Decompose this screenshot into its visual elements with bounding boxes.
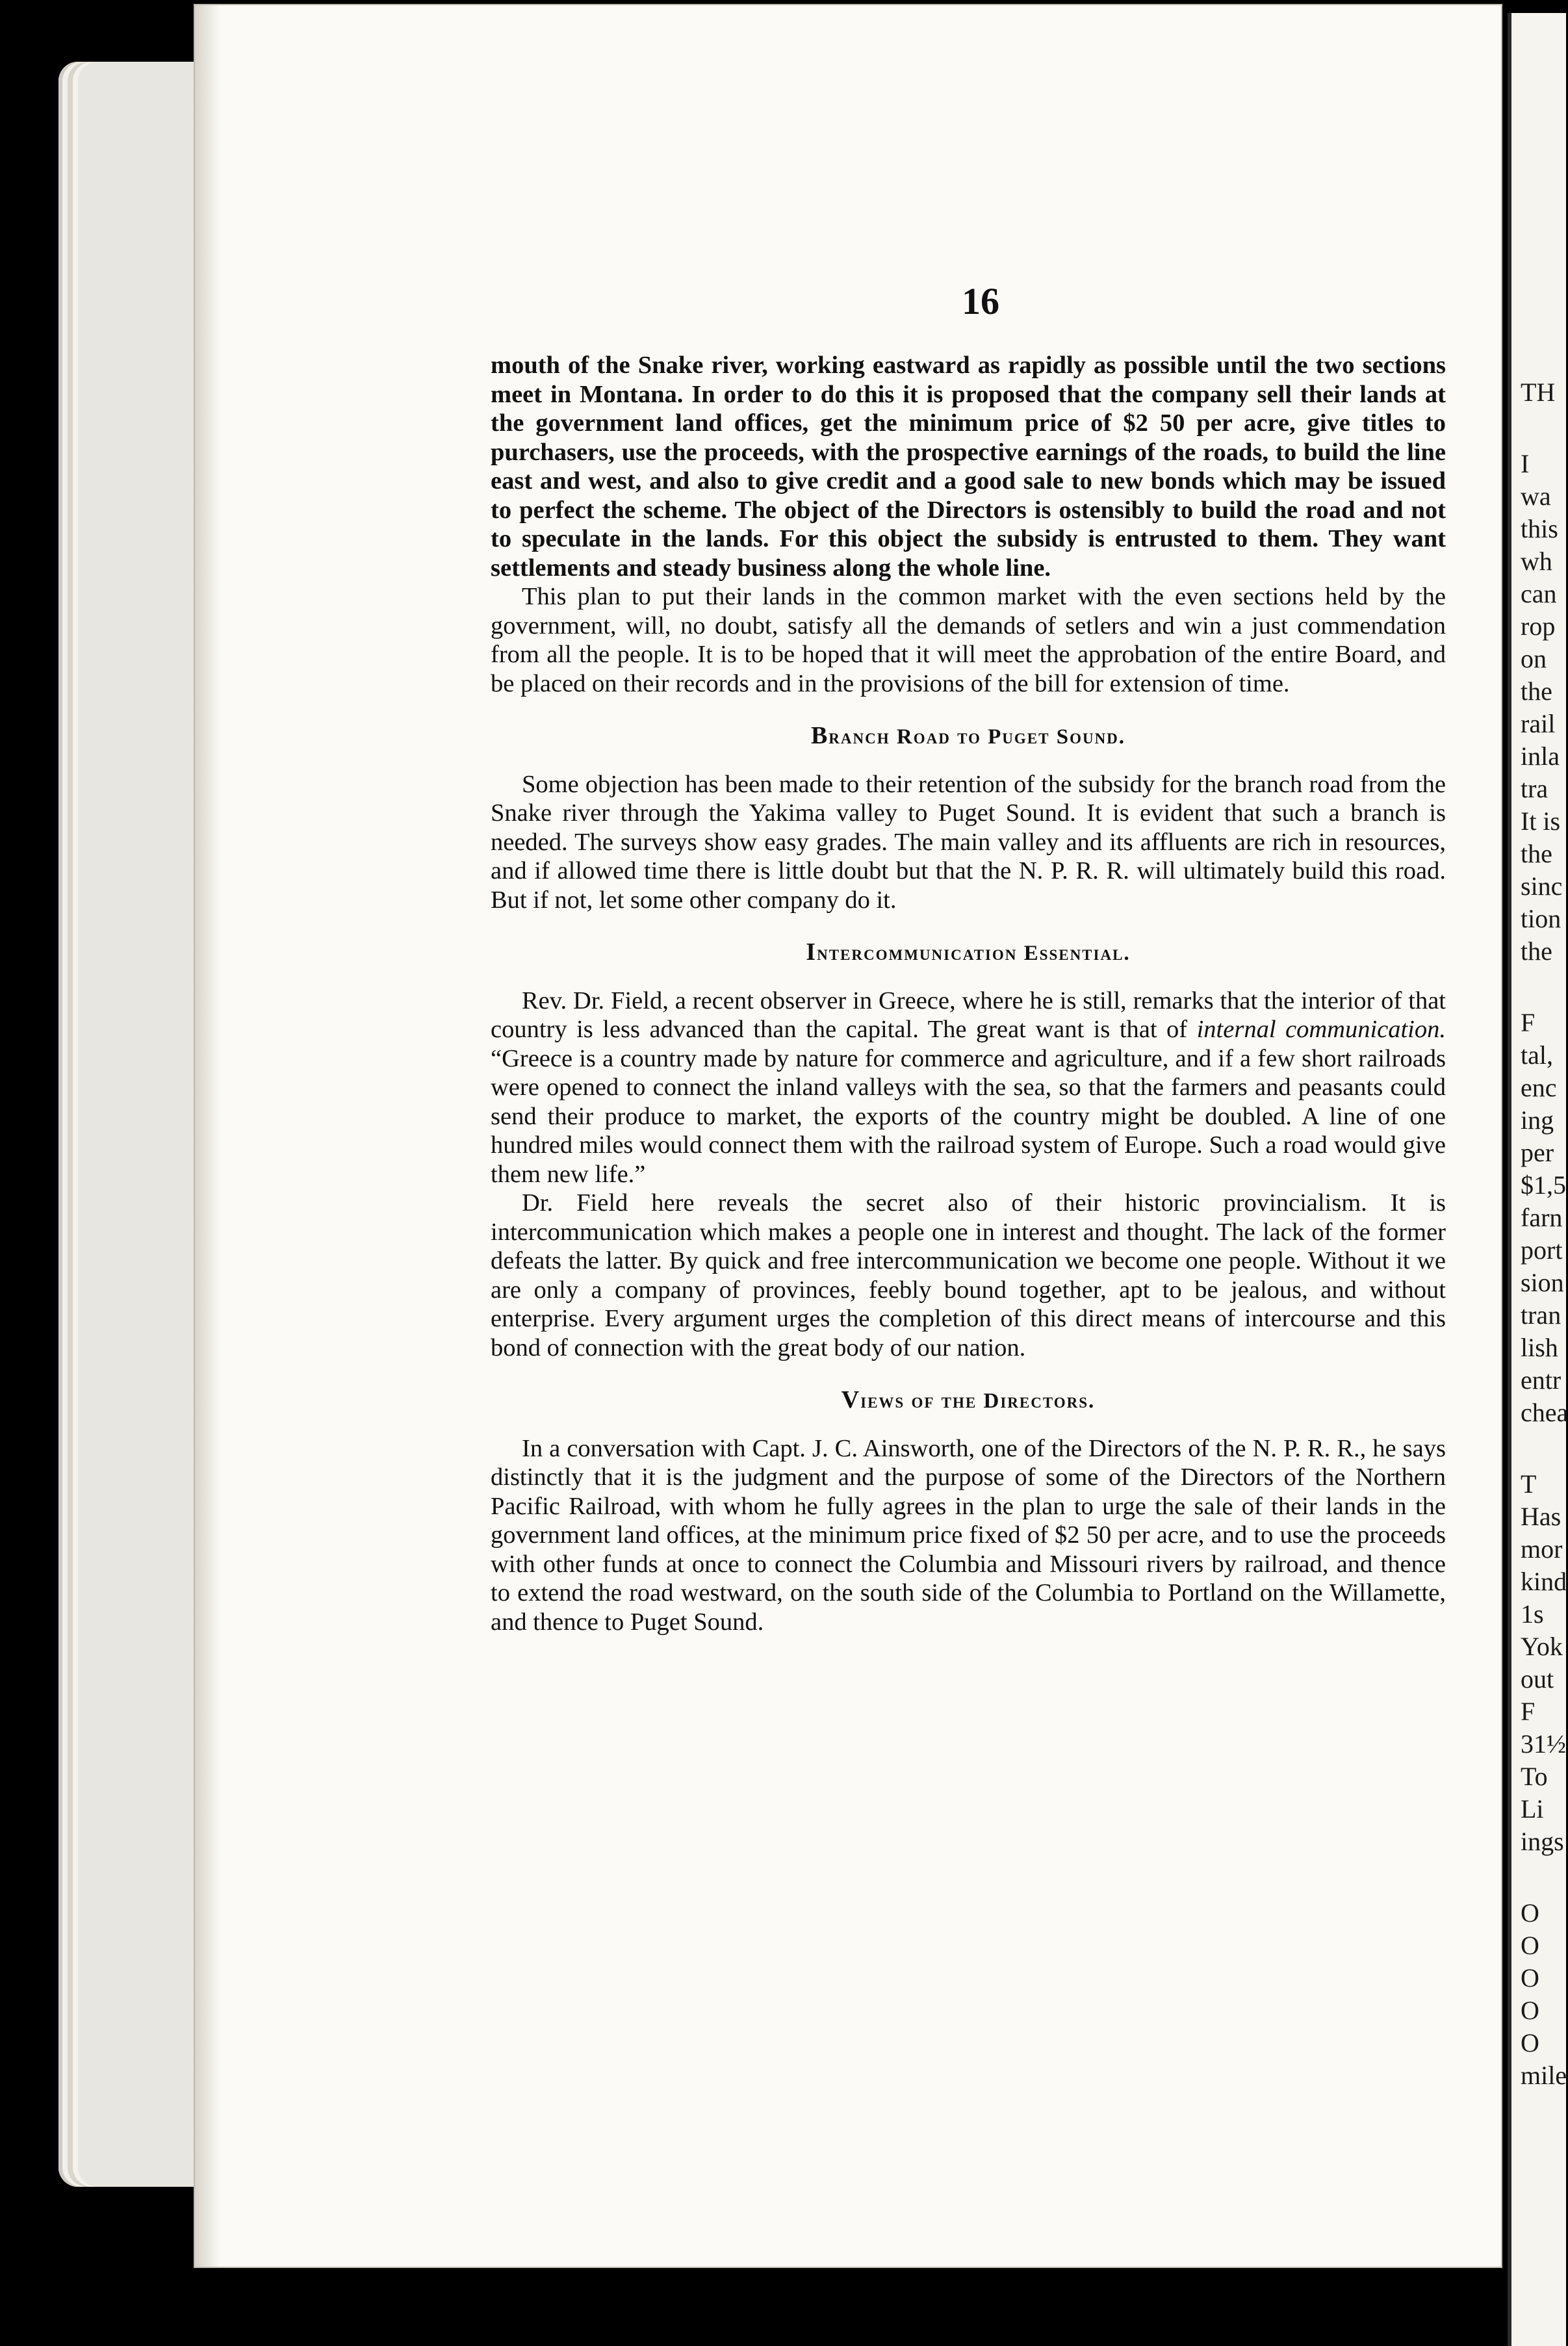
facing-page-text-fragment: farn [1521,1203,1563,1232]
facing-page-text-fragment: 31½ [1521,1729,1566,1759]
facing-page-text-fragment: O [1521,1963,1539,1992]
facing-page-text-fragment: mile [1521,2061,1567,2090]
facing-page-text-fragment: 1s [1521,1599,1544,1629]
facing-page-text-fragment: F [1521,1008,1536,1037]
paragraph-greece [491,986,1446,1189]
facing-page-text-fragment: rail [1521,709,1556,738]
facing-page-text-fragment: Yok [1521,1632,1563,1661]
heading-views-directors: Views of the Directors. [841,1386,1096,1413]
facing-page-text-fragment: I [1521,449,1530,478]
facing-page-text-fragment: O [1521,1898,1539,1927]
facing-page-text-fragment: kind [1521,1567,1567,1596]
facing-page-text-fragment: chea [1521,1398,1568,1427]
facing-page-text-fragment: the [1521,677,1552,706]
heading-intercommunication: Intercommunication Essential. [806,938,1131,966]
paragraph-provincialism: Dr. Field here reveals the secret also of their historic provincialism. It is intercommunication which makes a people one in interest and thought. The lack of the former defeats the latter. By quick and free intercommunication we become one people. Without it we are only a company of provinces, feebly bound together, apt to be jealous, and without enterprise. Every argument urges the completion of this direct means of intercourse and this bond of connection with the great body of our nation. [491,1189,1446,1361]
facing-page-text-fragment: mor [1521,1534,1563,1564]
paragraph-branch-road: Some objection has been made to their retention of the subsidy for the branch road from the Snake river through the Yakima valley to Puget Sound. It is evident that such a branch is needed. The surveys show easy grades. The main valley and its affluents are rich in resources, and if allowed time there is little doubt but that the N. P. R. R. will ultimately build this road. But if not, let some other company do it. [491,770,1446,914]
facing-page-text-fragment: It is [1521,806,1561,836]
gutter-shadow [195,5,221,2267]
paragraph-continuation: mouth of the Snake river, working eastward as rapidly as possible until the two sections meet in Montana. In order to do this it is proposed that the company sell their lands at the government land offices, get the minimum price of $2 50 per acre, give titles to purchasers, use the proceeds, with the prospective earnings of the roads, to build the line east and west, and also to give credit and a good sale to new bonds which may be issued to perfect the scheme. The object of the Directors is ostensibly to build the road and not to speculate in the lands. For this object the subsidy is entrusted to them. They want settlements and steady business along the whole line. [491,352,1446,582]
facing-page-text-fragment: T [1521,1469,1537,1499]
paragraph-plan: This plan to put their lands in the common market with the even sections held by the government, will, no doubt, satisfy all the demands of setlers and win a just commendation from all the people. It is to be hoped that it will meet the approbation of the entire Board, and be placed on their records and in the provisions of the bill for extension of time. [491,583,1446,697]
facing-page-text-fragment: O [1521,1931,1539,1960]
facing-page-text-fragment: on [1521,644,1547,673]
facing-page-text-fragment: Has [1521,1502,1562,1531]
facing-page-fragment [1508,13,1566,2346]
facing-page-text-fragment: ings [1521,1827,1564,1856]
facing-page-text-fragment: lish [1521,1333,1558,1362]
facing-page-text-fragment: O [1521,1996,1539,2025]
page-number: 16 [962,280,999,322]
facing-page-text-fragment: this [1521,514,1558,543]
facing-page-text-fragment: entr [1521,1365,1562,1395]
facing-page-text-fragment: port [1521,1235,1563,1265]
paragraph-greece-start: Rev. Dr. Field, a recent observer in Greece, where he is still, remarks that the interior of that country is less advanced than the capital. The great want is that of [491,986,1446,1043]
heading-branch-road: Branch Road to Puget Sound. [810,722,1126,749]
facing-page-text-fragment: F [1521,1697,1536,1726]
facing-page-text-fragment: wa [1521,482,1551,511]
facing-page-text-fragment: ing [1521,1105,1554,1135]
facing-page-text-fragment: can [1521,579,1557,608]
facing-page-text-fragment: the [1521,839,1552,868]
facing-page-text-fragment: rop [1521,612,1556,641]
facing-page-text-fragment: TH [1521,378,1556,407]
paragraph-ainsworth: In a conversation with Capt. J. C. Ainsworth, one of the Directors of the N. P. R. R., he says distinctly that it is the judgment and the purpose of some of the Directors of the Northern Pacific Railroad, with whom he fully agrees in the plan to urge the sale of their lands in the government land offices, at the minimum price fixed of $2 50 per acre, and to use the proceeds with other funds at once to connect the Columbia and Missouri rivers by railroad, and thence to extend the road westward, on the south side of the Columbia to Portland on the Willamette, and thence to Puget Sound. [491,1434,1446,1636]
italic-phrase: internal communication. [1196,1016,1446,1043]
facing-page-text-fragment: sinc [1521,871,1563,901]
facing-page-text-fragment: the [1521,936,1552,966]
facing-page-text-fragment: tran [1521,1300,1562,1330]
facing-page-text-fragment: To [1521,1762,1548,1791]
facing-page-text-fragment: tal, [1521,1040,1553,1070]
facing-page-text-fragment: tra [1521,774,1549,803]
facing-page-text-fragment: $1,5 [1521,1170,1566,1200]
paragraph-greece-quote: “Greece is a country made by nature for commerce and agriculture, and if a few short railroads were opened to connect the inland valleys with the sea, so that the farmers and peasants could send their produce to market, the exports of the country might be doubled. A line of one hundred miles would connect them with the railroad system of Europe. Such a road would give them new life.” [491,1044,1446,1188]
facing-page-text-fragment: out [1521,1664,1554,1694]
facing-page-text-fragment: tion [1521,904,1562,933]
facing-page-text-fragment: wh [1521,547,1552,576]
facing-page-text-fragment: O [1521,2028,1539,2057]
facing-page-text-fragment: Li [1521,1794,1544,1824]
facing-page-text-fragment: per [1521,1138,1554,1167]
page-body [491,351,1446,1636]
facing-page-text-fragment: sion [1521,1268,1564,1297]
facing-page-text-fragment: enc [1521,1073,1557,1102]
facing-page-text-fragment: inla [1521,741,1560,771]
